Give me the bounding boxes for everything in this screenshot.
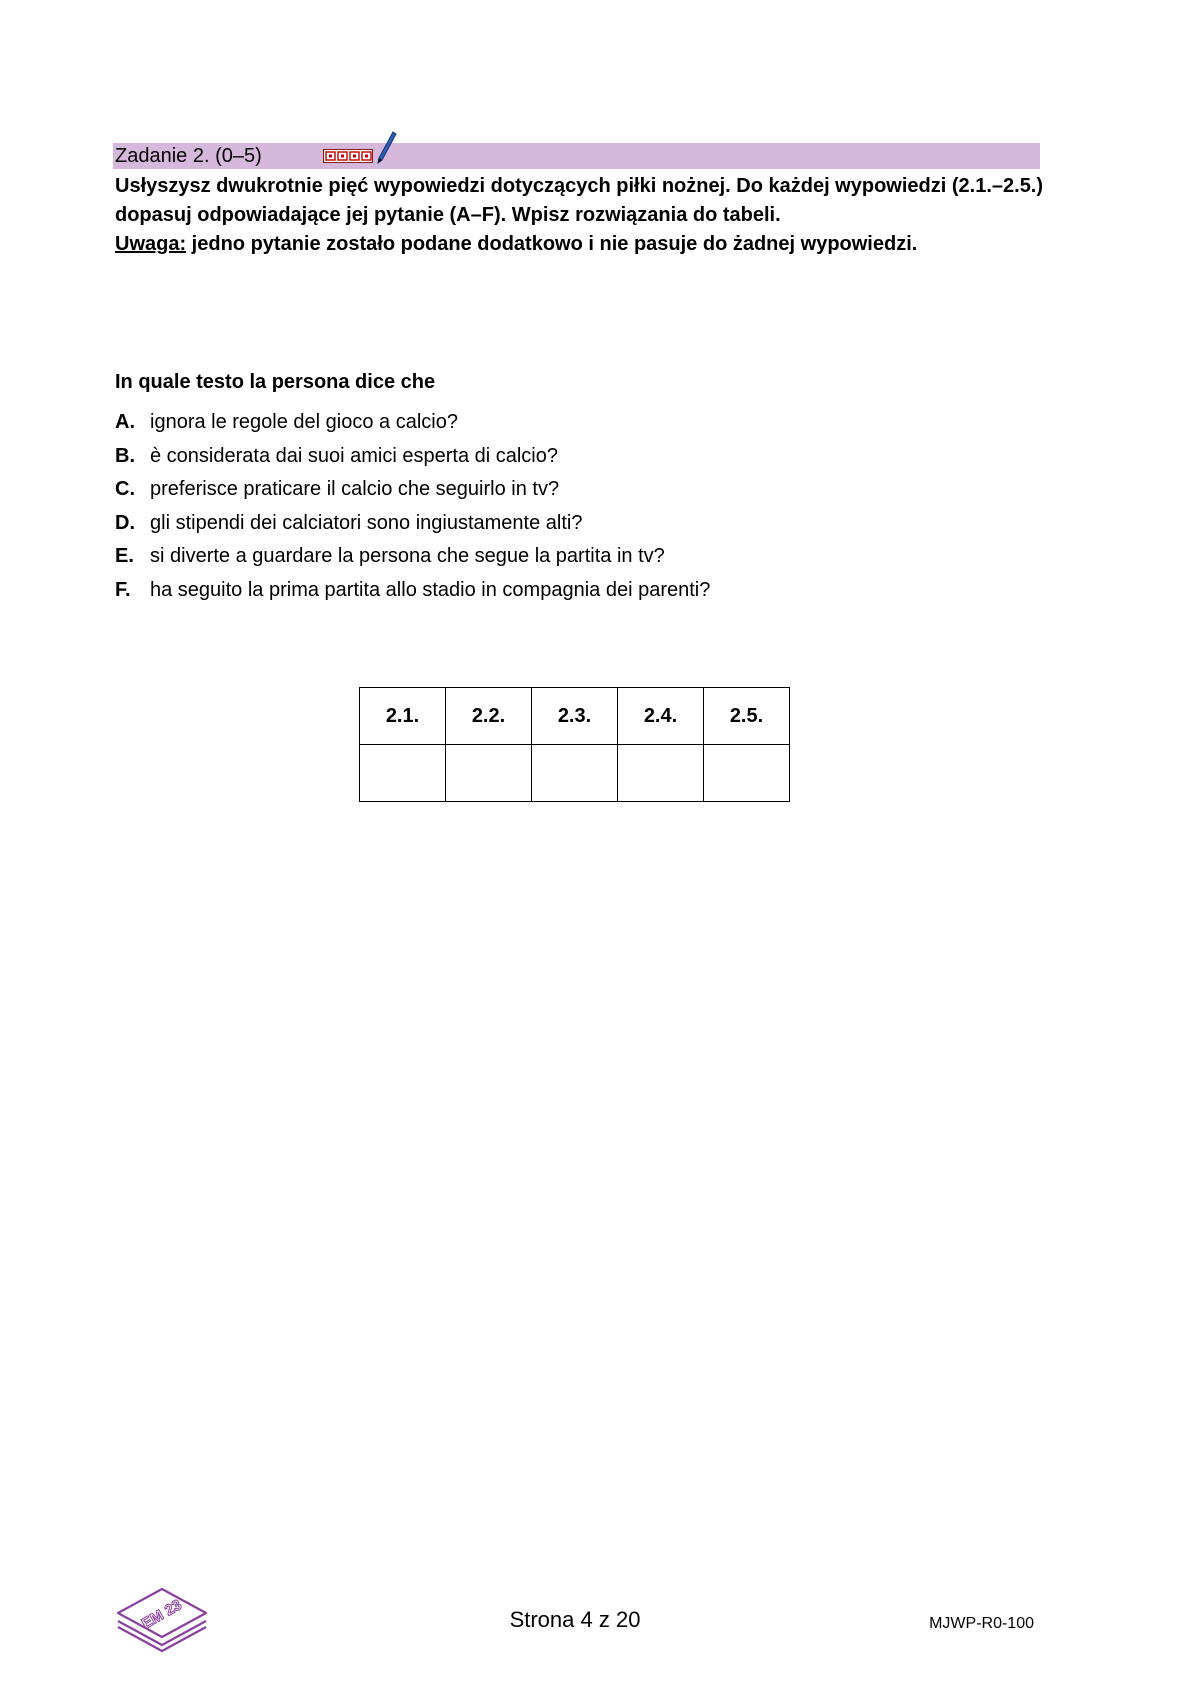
option-text: preferisce praticare il calcio che seguirlo in tv? bbox=[150, 478, 560, 501]
note-label: Uwaga: bbox=[115, 233, 187, 255]
option-letter: E. bbox=[115, 545, 134, 568]
answer-cell-2-4[interactable] bbox=[618, 745, 704, 802]
option-a bbox=[115, 408, 710, 442]
answer-cell-2-1[interactable] bbox=[360, 745, 446, 802]
option-letter: A. bbox=[115, 411, 135, 433]
page-number: Strona 4 z 20 bbox=[509, 1607, 641, 1632]
answer-header-2-5: 2.5. bbox=[704, 688, 790, 745]
option-letter: B. bbox=[115, 444, 135, 467]
document-code: MJWP-R0-100 bbox=[929, 1615, 1034, 1632]
note-text: jedno pytanie zostało podane dodatkowo i nie pasuje do żadnej wypowiedzi. bbox=[186, 233, 918, 255]
option-letter: F. bbox=[115, 578, 131, 601]
answer-header-2-2: 2.2. bbox=[446, 688, 532, 745]
option-text: ignora le regole del gioco a calcio? bbox=[150, 411, 458, 433]
question-lead: In quale testo la persona dice che bbox=[115, 371, 436, 393]
task-title: Zadanie 2. (0–5) bbox=[115, 145, 262, 167]
answer-table-header-row bbox=[360, 688, 790, 745]
answer-table bbox=[359, 687, 790, 802]
pen-icon bbox=[375, 131, 397, 165]
answer-header-2-3: 2.3. bbox=[532, 688, 618, 745]
option-letter: C. bbox=[115, 478, 135, 501]
option-letter: D. bbox=[115, 511, 135, 534]
option-d bbox=[115, 509, 710, 543]
option-b bbox=[115, 442, 710, 476]
answer-cell-2-5[interactable] bbox=[704, 745, 790, 802]
instruction-note bbox=[115, 230, 1045, 259]
option-e bbox=[115, 542, 710, 576]
option-text: gli stipendi dei calciatori sono ingiustamente alti? bbox=[150, 511, 583, 534]
instructions bbox=[115, 172, 1045, 259]
logo-text: EM 23 bbox=[138, 1596, 185, 1633]
option-c bbox=[115, 475, 710, 509]
answer-header-2-1: 2.1. bbox=[360, 688, 446, 745]
instruction-text: Usłyszysz dwukrotnie pięć wypowiedzi dotyczących piłki nożnej. Do każdej wypowiedzi (2.1.–2.5.) dopasuj odpowiadające jej pytanie (A–F). Wpisz rozwiązania do tabeli. bbox=[115, 175, 1044, 226]
audio-recording-icon bbox=[323, 149, 373, 163]
answer-header-2-4: 2.4. bbox=[618, 688, 704, 745]
option-list bbox=[115, 408, 710, 610]
answer-cell-2-2[interactable] bbox=[446, 745, 532, 802]
option-text: si diverte a guardare la persona che segue la partita in tv? bbox=[150, 545, 665, 568]
option-text: è considerata dai suoi amici esperta di calcio? bbox=[150, 444, 558, 467]
option-text: ha seguito la prima partita allo stadio in compagnia dei parenti? bbox=[150, 578, 711, 601]
answer-cell-2-3[interactable] bbox=[532, 745, 618, 802]
task-header bbox=[113, 143, 1040, 169]
answer-table-input-row bbox=[360, 745, 790, 802]
option-f bbox=[115, 576, 710, 610]
